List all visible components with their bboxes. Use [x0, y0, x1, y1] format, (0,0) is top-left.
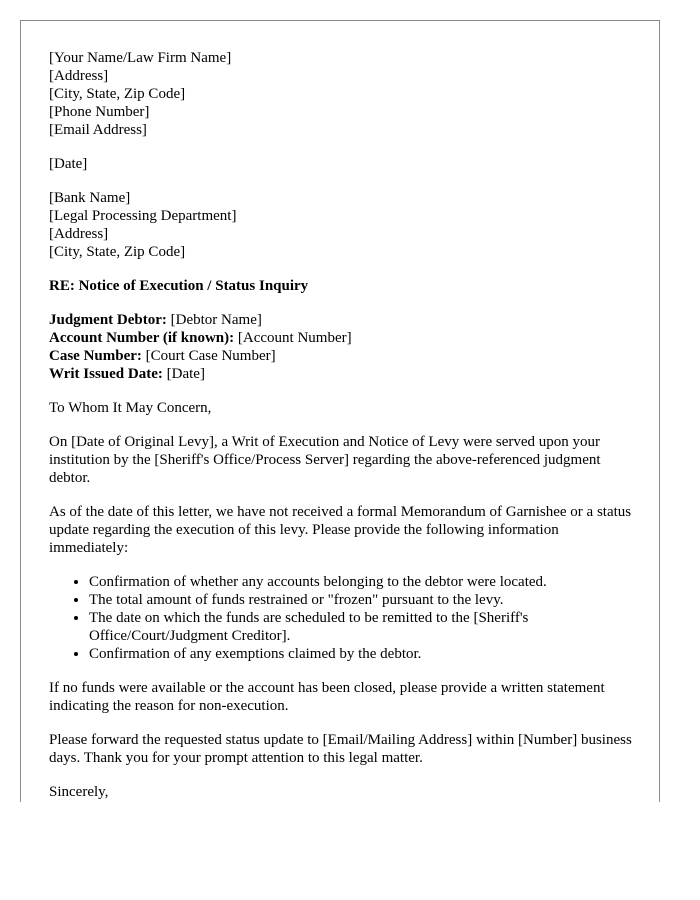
sender-phone: [Phone Number]: [49, 104, 150, 120]
sender-city-state-zip: [City, State, Zip Code]: [49, 86, 186, 102]
detail-row: [49, 311, 639, 329]
detail-label: Judgment Debtor:: [49, 312, 167, 328]
recipient-city-state-zip: [City, State, Zip Code]: [49, 244, 186, 260]
paragraph-status-request: As of the date of this letter, we have not received a formal Memorandum of Garnishee or a status update regarding the execution of this levy. Please provide the following information immediately:: [49, 504, 632, 556]
subject-text: RE: Notice of Execution / Status Inquiry: [49, 278, 309, 294]
detail-row: [49, 365, 639, 383]
sender-block: [49, 49, 639, 139]
detail-value: [Debtor Name]: [170, 312, 262, 328]
detail-row: [49, 347, 639, 365]
letter-body: [49, 49, 639, 802]
sender-name: [Your Name/Law Firm Name]: [49, 50, 232, 66]
case-details: [49, 311, 639, 383]
paragraph-levy-served: On [Date of Original Levy], a Writ of Execution and Notice of Levy were served upon your institution by the [Sheriff's Office/Process Server] regarding the above-referenced judgment debtor.: [49, 434, 601, 486]
detail-value: [Court Case Number]: [145, 348, 276, 364]
paragraph-no-funds: If no funds were available or the account has been closed, please provide a written statement indicating the reason for non-execution.: [49, 680, 605, 714]
detail-value: [Date]: [166, 366, 205, 382]
detail-label: Account Number (if known):: [49, 330, 235, 346]
list-item: • Confirmation of any exemptions claimed by the debtor.: [89, 645, 639, 663]
recipient-department: [Legal Processing Department]: [49, 208, 237, 224]
detail-label: Writ Issued Date:: [49, 366, 163, 382]
recipient-bank: [Bank Name]: [49, 190, 131, 206]
sender-address: [Address]: [49, 68, 109, 84]
sender-email: [Email Address]: [49, 122, 147, 138]
salutation: To Whom It May Concern,: [49, 400, 212, 416]
letter-page: [20, 20, 660, 802]
detail-row: [49, 329, 639, 347]
paragraph-forward-request: Please forward the requested status update to [Email/Mailing Address] within [Number] business days. Thank you for your prompt attention to this legal matter.: [49, 732, 632, 766]
recipient-block: [49, 189, 639, 261]
request-list: [49, 573, 639, 663]
date-text: [Date]: [49, 156, 88, 172]
subject-line: [49, 277, 639, 295]
list-item: • Confirmation of whether any accounts belonging to the debtor were located.: [89, 573, 639, 591]
recipient-address: [Address]: [49, 226, 109, 242]
list-item: • The date on which the funds are scheduled to be remitted to the [Sheriff's Office/Court/Judgment Creditor].: [89, 609, 639, 645]
detail-label: Case Number:: [49, 348, 142, 364]
letter-date: [49, 155, 639, 173]
signoff: Sincerely,: [49, 784, 109, 800]
detail-value: [Account Number]: [237, 330, 352, 346]
list-item: • The total amount of funds restrained or "frozen" pursuant to the levy.: [89, 591, 639, 609]
